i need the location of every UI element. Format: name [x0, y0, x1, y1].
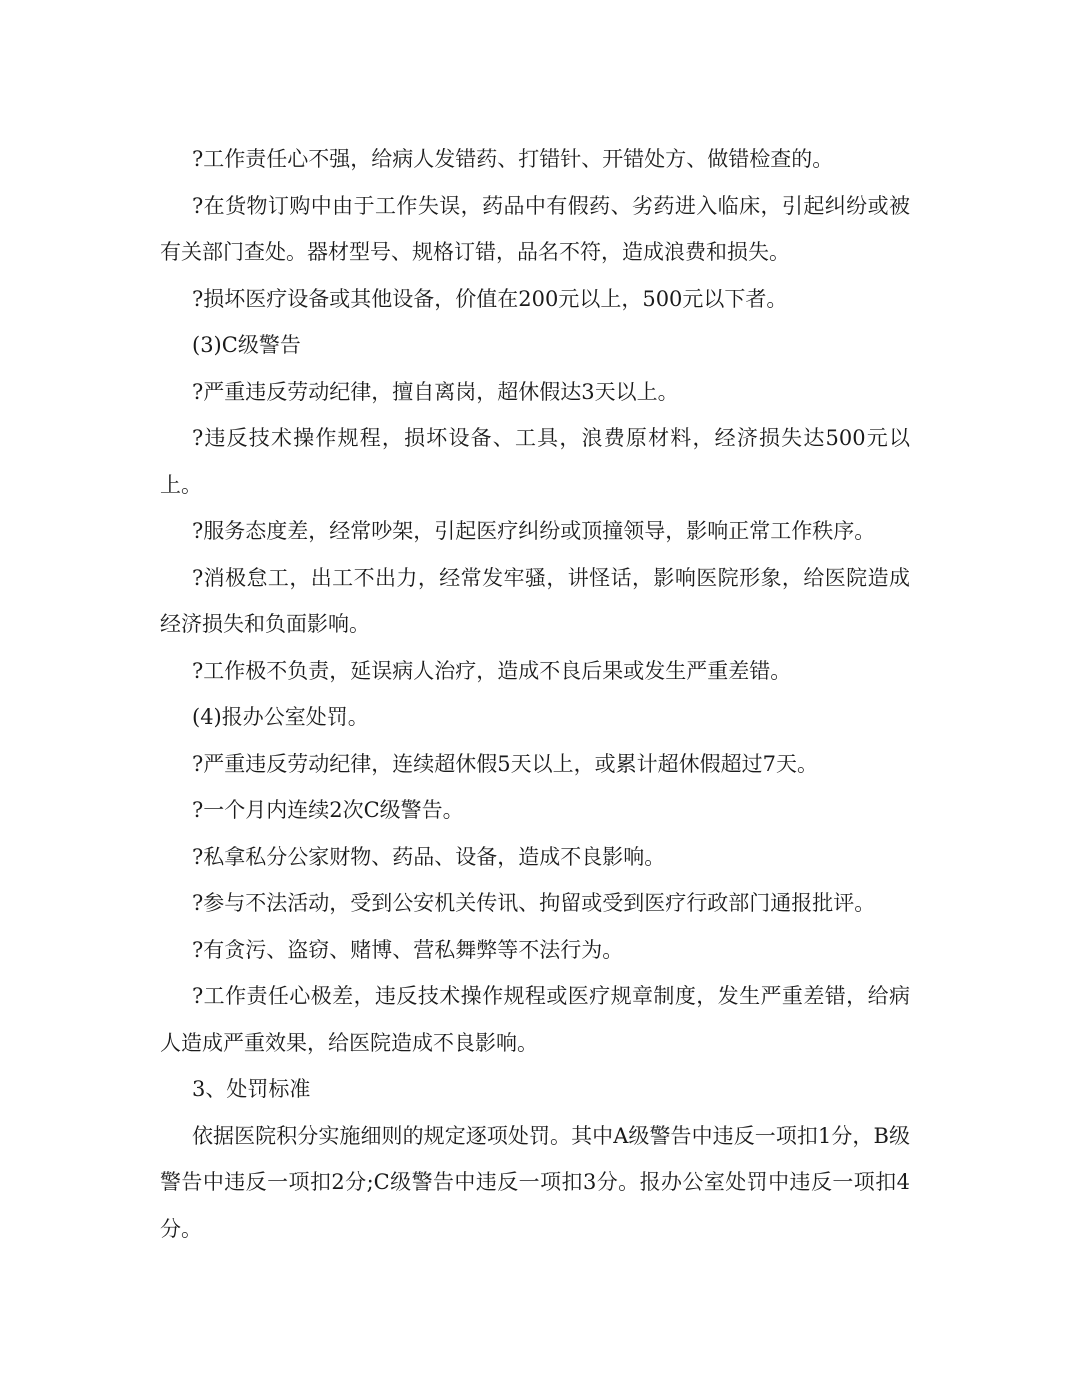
section-heading-office-penalty: (4)报办公室处罚。	[192, 705, 369, 729]
paragraph-15: ?有贪污、盗窃、赌博、营私舞弊等不法行为。	[192, 937, 624, 962]
document-page	[160, 136, 910, 1252]
paragraph-5: ?严重违反劳动纪律，擅自离岗，超休假达3天以上。	[192, 379, 679, 404]
paragraph-12: ?一个月内连续2次C级警告。	[192, 798, 464, 822]
paragraph-6: ?违反技术操作规程，损坏设备、工具，浪费原材料，经济损失达500元以上。	[160, 426, 910, 497]
paragraph-16: ?工作责任心极差，违反技术操作规程或医疗规章制度，发生严重差错，给病人造成严重效果，给医院造成不良影响。	[160, 984, 910, 1055]
paragraph-1: ?工作责任心不强，给病人发错药、打错针、开错处方、做错检查的。	[192, 147, 834, 171]
paragraph-13: ?私拿私分公家财物、药品、设备，造成不良影响。	[192, 844, 666, 869]
section-heading-penalty-standard: 3、处罚标准	[192, 1077, 311, 1101]
paragraph-2: ?在货物订购中由于工作失误，药品中有假药、劣药进入临床，引起纠纷或被有关部门查处。器材型号、规格订错，品名不符，造成浪费和损失。	[160, 193, 910, 264]
paragraph-18: 依据医院积分实施细则的规定逐项处罚。其中A级警告中违反一项扣1分，B级警告中违反一项扣2分;C级警告中违反一项扣3分。报办公室处罚中违反一项扣4分。	[160, 1123, 910, 1241]
paragraph-8: ?消极怠工，出工不出力，经常发牢骚，讲怪话，影响医院形象，给医院造成经济损失和负面影响。	[160, 565, 910, 636]
paragraph-14: ?参与不法活动，受到公安机关传讯、拘留或受到医疗行政部门通报批评。	[192, 891, 876, 915]
paragraph-9: ?工作极不负责，延误病人治疗，造成不良后果或发生严重差错。	[192, 658, 792, 683]
section-heading-c-warning: (3)C级警告	[192, 333, 301, 357]
paragraph-7: ?服务态度差，经常吵架，引起医疗纠纷或顶撞领导，影响正常工作秩序。	[192, 519, 876, 543]
paragraph-11: ?严重违反劳动纪律，连续超休假5天以上，或累计超休假超过7天。	[192, 751, 818, 776]
paragraph-3: ?损坏医疗设备或其他设备，价值在200元以上，500元以下者。	[192, 286, 788, 311]
